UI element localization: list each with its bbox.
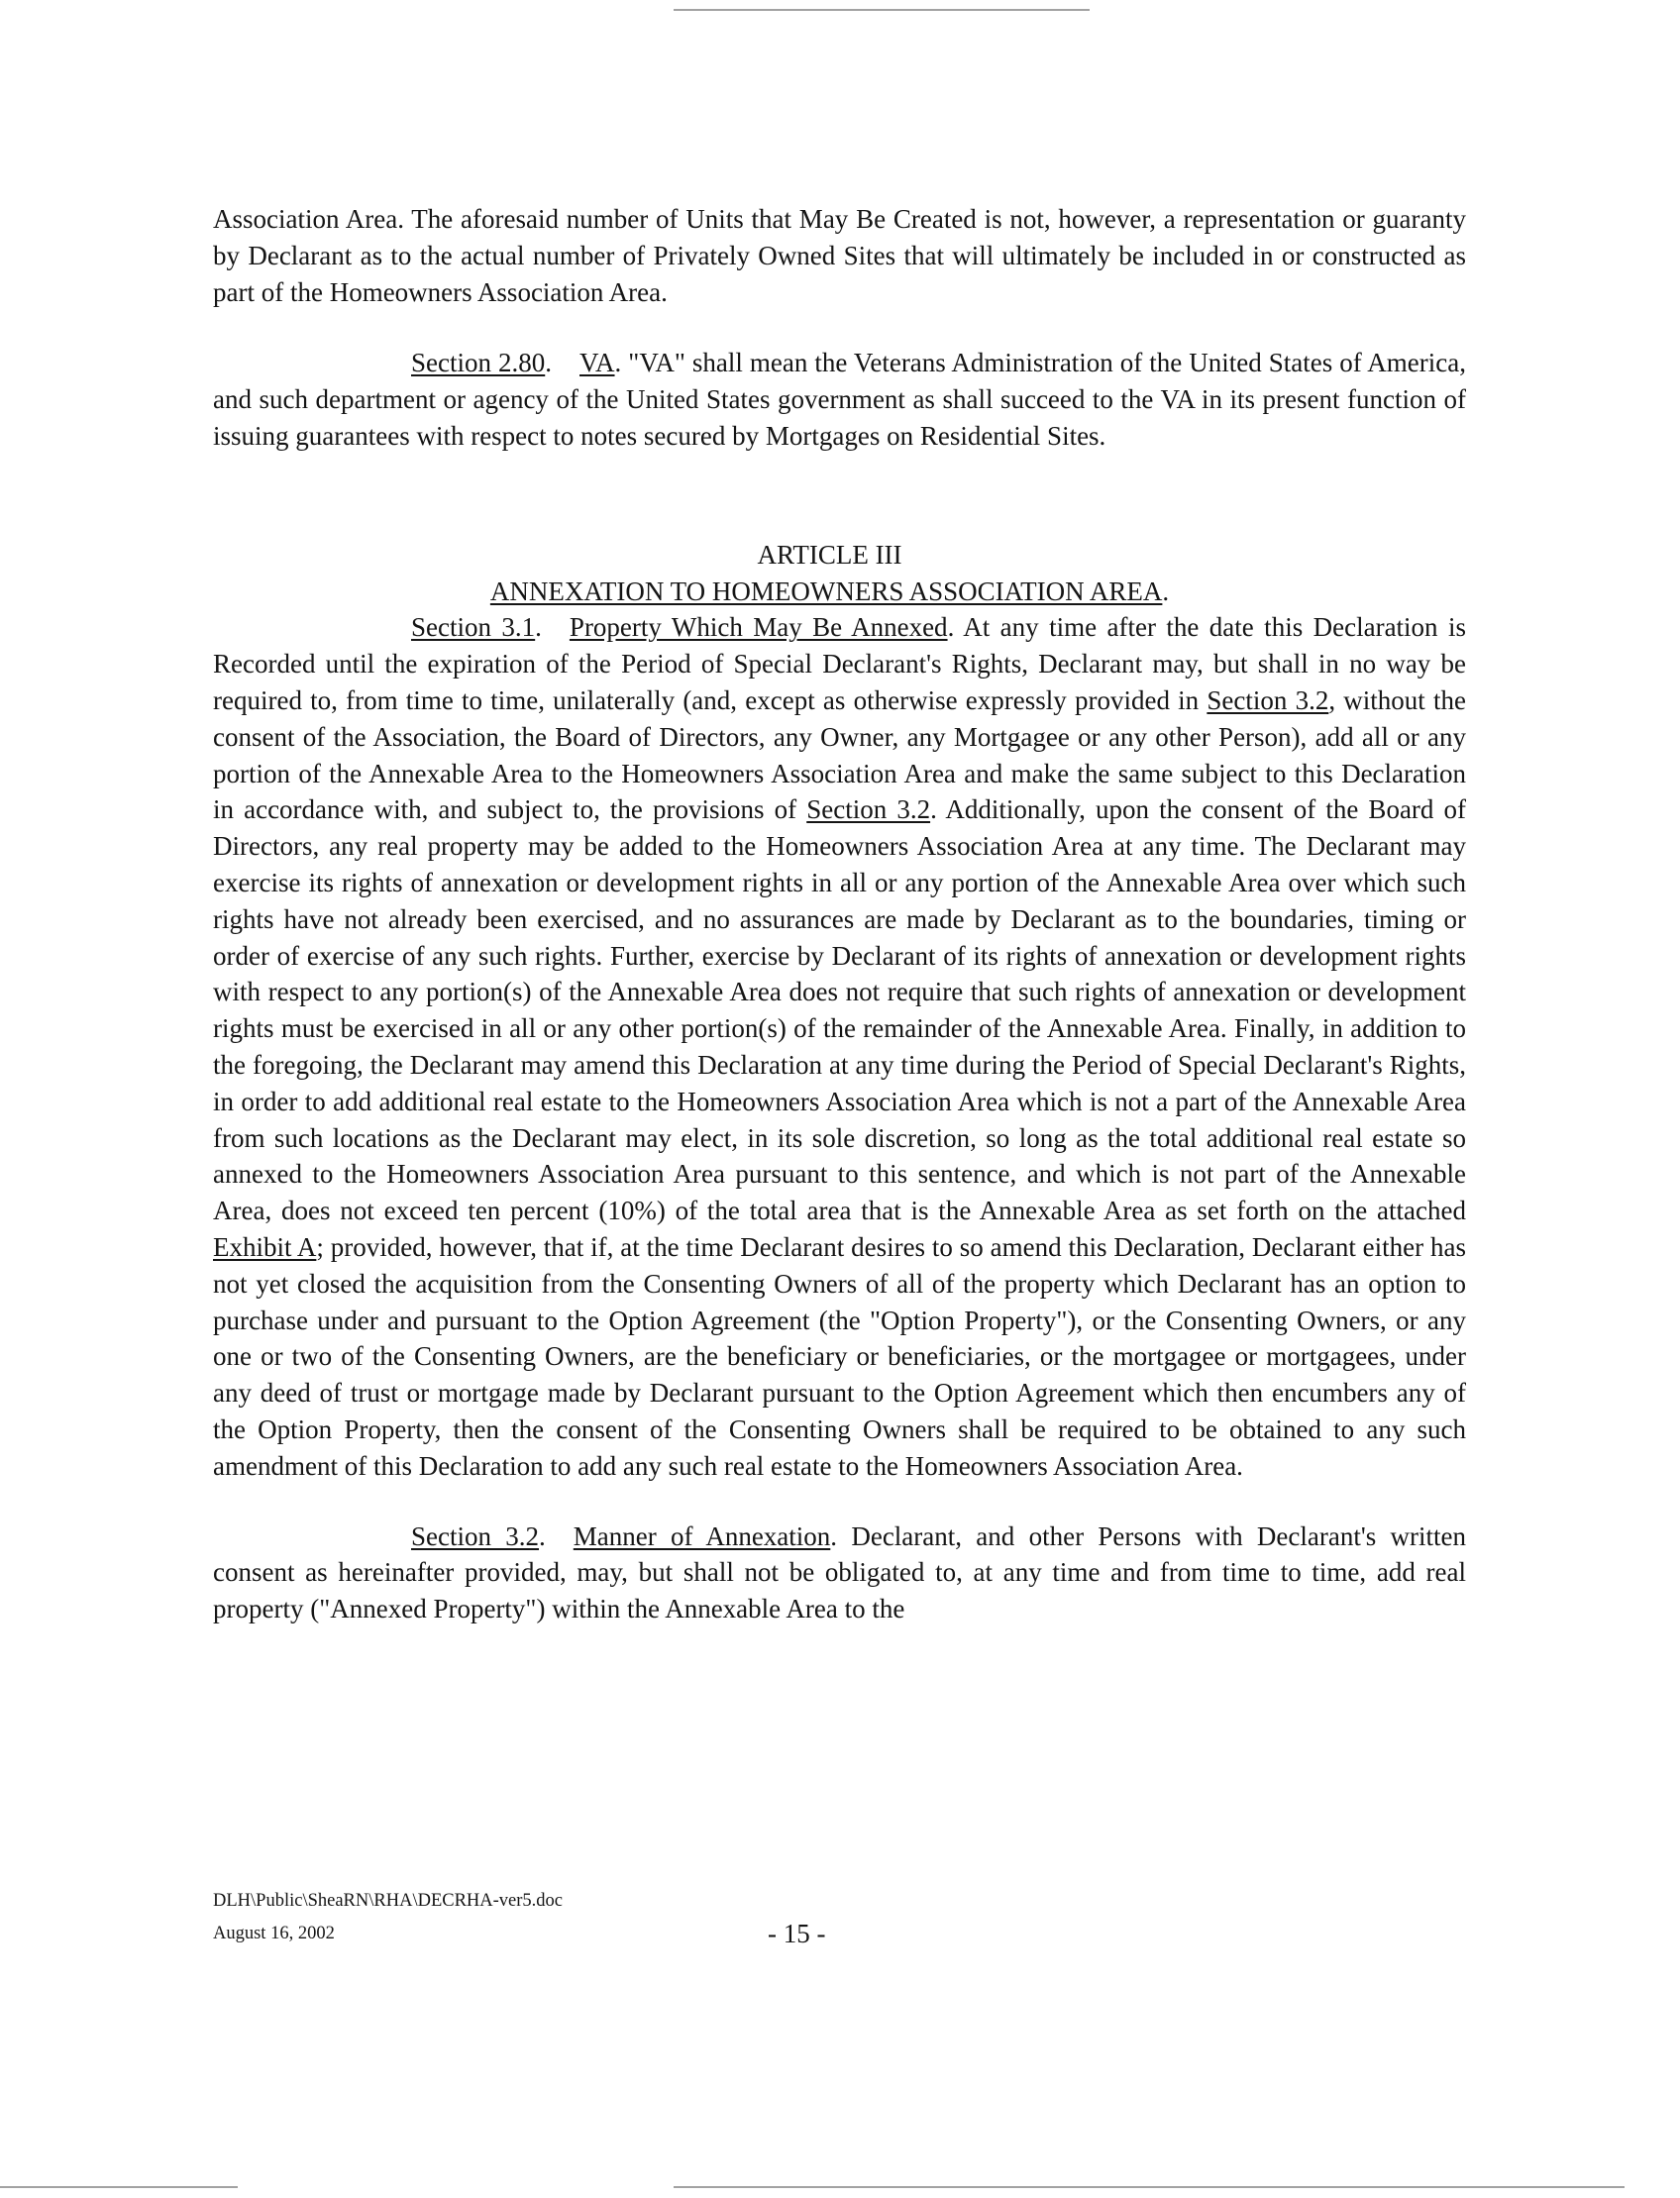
footer-date: August 16, 2002: [213, 1924, 335, 1943]
section-3-2-paragraph: Section 3.2. Manner of Annexation. Declarant, and other Persons with Declarant's written consent as hereinafter provided, may, but shall not be obligated to, at any time and from time to time, add real property ("Annexed Property") within the Annexable Area to the: [213, 1520, 1466, 1624]
continuation-paragraph: Association Area. The aforesaid number of Units that May Be Created is not, however, a representation or guaranty by Declarant as to the actual number of Privately Owned Sites that will ultimately be included in or constructed as part of the Homeowners Association Area.: [213, 204, 1466, 307]
article-heading: [213, 537, 1466, 610]
section-3-1-paragraph: Section 3.1. Property Which May Be Annexed. At any time after the date this Declaration is Recorded until the expiration of the Period of Special Declarant's Rights, Declarant may, but shall in no way be required to, from time to time, unilaterally (and, except as otherwise expressly provided in Section 3.2, without the consent of the Association, the Board of Directors, any Owner, any Mortgagee or any other Person), add all or any portion of the Annexable Area to the Homeowners Association Area and make the same subject to this Declaration in accordance with, and subject to, the provisions of Section 3.2. Additionally, upon the consent of the Board of Directors, any real property may be added to the Homeowners Association Area at any time. The Declarant may exercise its rights of annexation or development rights in all or any portion of the Annexable Area over which such rights have not already been exercised, and no assurances are made by Declarant as to the boundaries, timing or order of exercise of any such rights. Further, exercise by Declarant of its rights of annexation or development rights with respect to any portion(s) of the Annexable Area does not require that such rights of annexation or development rights must be exercised in all or any other portion(s) of the remainder of the Annexable Area. Finally, in addition to the foregoing, the Declarant may amend this Declaration at any time during the Period of Special Declarant's Rights, in order to add additional real estate to the Homeowners Association Area which is not a part of the Annexable Area from such locations as the Declarant may elect, in its sole discretion, so long as the total additional real estate so annexed to the Homeowners Association Area pursuant to this sentence, and which is not part of the Annexable Area, does not exceed ten percent (10%) of the total area that is the Annexable Area as set forth on the attached Exhibit A; provided, however, that if, at the time Declarant desires to so amend this Declaration, Declarant either has not yet closed the acquisition from the Consenting Owners of all of the property which Declarant has an option to purchase under and pursuant to the Option Agreement (the "Option Property"), or the Consenting Owners, or any one or two of the Consenting Owners, are the beneficiary or beneficiaries, or the mortgagee or mortgagees, under any deed of trust or mortgage made by Declarant pursuant to the Option Agreement which then encumbers any of the Option Property, then the consent of the Consenting Owners shall be required to be obtained to any such amendment of this Declaration to add any such real estate to the Homeowners Association Area.: [213, 612, 1467, 1481]
section-3-2-title: Manner of Annexation: [573, 1520, 831, 1551]
section-3-2-number: Section 3.2: [411, 1520, 540, 1551]
scan-artifact-bottom-left-line: [0, 2186, 238, 2188]
section-3-1-text-2: , without the consent of the Association, the Board of Directors, any Owner, any Mortgagee or any other Person), add all or any portion of the Annexable Area to the Homeowners Association Area and make the same subject to this Declaration in accordance with, and subject to, the provisions of: [213, 684, 1466, 825]
article-title-line: ANNEXATION TO HOMEOWNERS ASSOCIATION AREA.: [489, 576, 1170, 606]
page-footer: [213, 1885, 906, 1950]
document-body: [213, 201, 1466, 1627]
section-3-2-reference-2: Section 3.2: [806, 794, 931, 825]
section-2-80-paragraph: Section 2.80. VA. "VA" shall mean the Veterans Administration of the United States of America, and such department or agency of the United States government as shall succeed to the VA in its present function of issuing guarantees with respect to notes secured by Mortgages on Residential Sites.: [213, 348, 1466, 451]
section-3-1-text-3: . Additionally, upon the consent of the Board of Directors, any real property may be added to the Homeowners Association Area at any time. The Declarant may exercise its rights of annexation or development rights in all or any portion of the Annexable Area over which such rights have not already been exercised, and no assurances are made by Declarant as to the boundaries, timing or order of exercise of any such rights. Further, exercise by Declarant of its rights of annexation or development rights with respect to any portion(s) of the Annexable Area does not require that such rights of annexation or development rights must be exercised in all or any other portion(s) of the remainder of the Annexable Area. Finally, in addition to the foregoing, the Declarant may amend this Declaration at any time during the Period of Special Declarant's Rights, in order to add additional real estate to the Homeowners Association Area which is not a part of the Annexable Area from such locations as the Declarant may elect, in its sole discretion, so long as the total additional real estate so annexed to the Homeowners Association Area pursuant to this sentence, and which is not part of the Annexable Area, does not exceed ten percent (10%) of the total area that is the Annexable Area as set forth on the attached: [213, 794, 1467, 1226]
section-3-1-text-1: At any time after the date this Declaration is Recorded until the expiration of the Period of Special Declarant's Rights, Declarant may, but shall in no way be required to, from time to time, unilaterally (and, except as otherwise expressly provided in: [213, 612, 1466, 715]
exhibit-a-reference: Exhibit A: [213, 1231, 317, 1262]
article-title: ANNEXATION TO HOMEOWNERS ASSOCIATION AREA: [489, 576, 1163, 606]
section-3-1-number: Section 3.1: [411, 612, 536, 643]
page-number: - 15 -: [768, 1919, 826, 1948]
section-2-80-number: Section 2.80: [411, 348, 546, 378]
scan-artifact-top-line: [674, 9, 1090, 11]
section-3-2-body: Declarant, and other Persons with Declarant's written consent as hereinafter provided, may, but shall not be obligated to, at any time and from time to time, add real property ("Annexed Property") within the Annexable Area to the: [213, 1520, 1466, 1624]
section-3-1-title: Property Which May Be Annexed: [569, 612, 948, 643]
scan-artifact-bottom-center-line: [674, 2186, 1625, 2188]
section-3-1-text-4: ; provided, however, that if, at the time Declarant desires to so amend this Declaration, Declarant either has not yet closed the acquisition from the Consenting Owners of all of the property which Declarant has an option to purchase under and pursuant to the Option Agreement (the "Option Property"), or the Consenting Owners, or any one or two of the Consenting Owners, are the beneficiary or beneficiaries, or the mortgagee or mortgagees, under any deed of trust or mortgage made by Declarant pursuant to the Option Agreement which then encumbers any of the Option Property, then the consent of the Consenting Owners shall be required to be obtained to any such amendment of this Declaration to add any such real estate to the Homeowners Association Area.: [213, 1231, 1466, 1481]
article-label: ARTICLE III: [757, 539, 902, 570]
section-2-80-body: "VA" shall mean the Veterans Administration of the United States of America, and such department or agency of the United States government as shall succeed to the VA in its present function of issuing guarantees with respect to notes secured by Mortgages on Residential Sites.: [213, 348, 1466, 451]
footer-file-path: DLH\Public\SheaRN\RHA\DECRHA-ver5.doc: [213, 1891, 564, 1911]
section-3-2-reference-1: Section 3.2: [1207, 684, 1329, 715]
section-2-80-title: VA: [579, 348, 615, 378]
